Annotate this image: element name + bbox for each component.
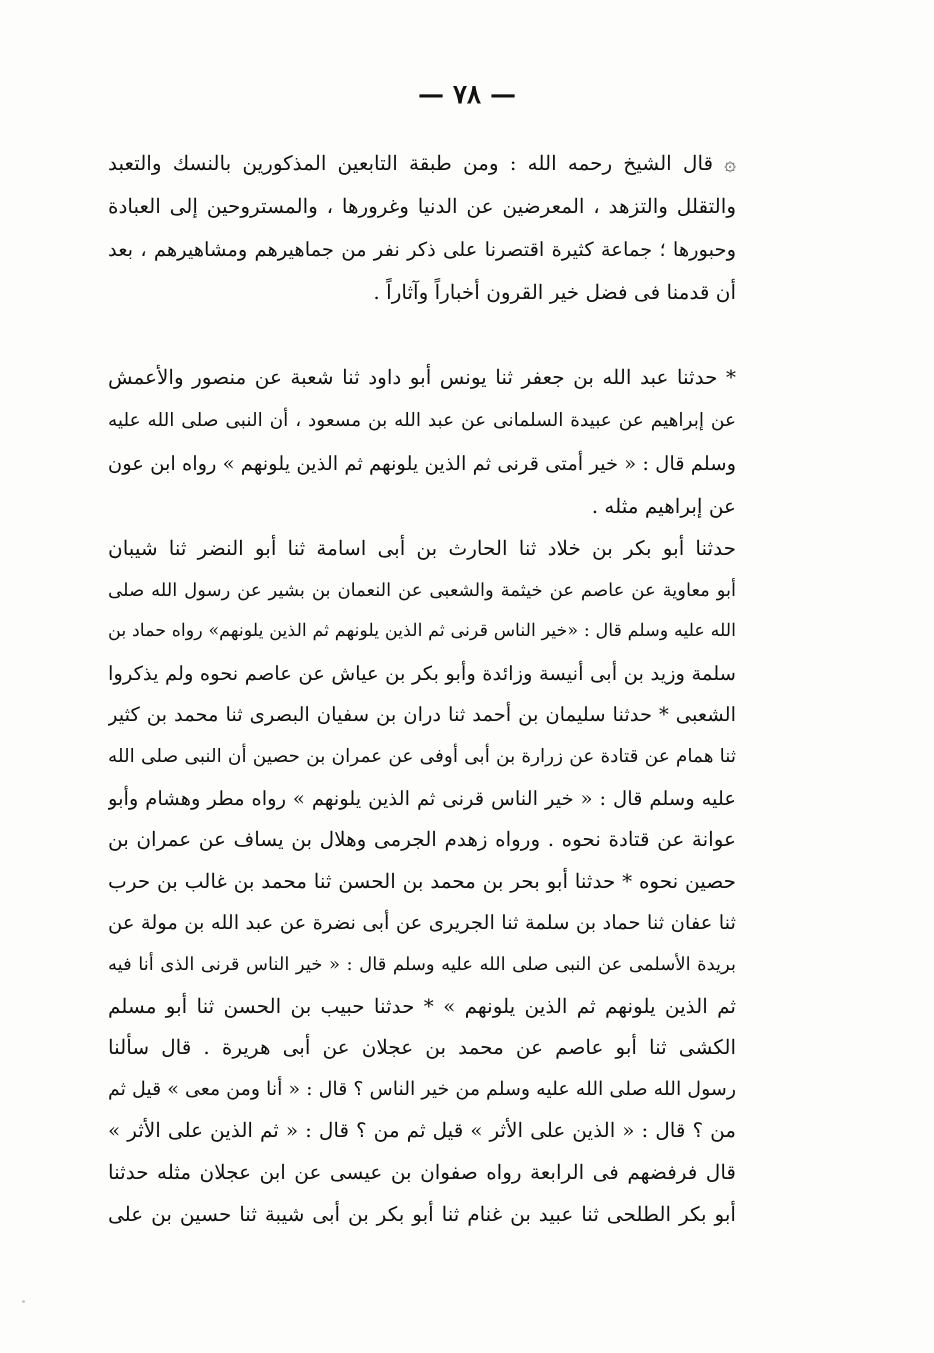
text-line: عوانة عن قتادة نحوه . ورواه زهدم الجرمى وهلال بن يساف عن عمران بن bbox=[108, 827, 736, 852]
scan-speck bbox=[22, 1300, 25, 1303]
text-line: أبو معاوية عن عاصم عن خيثمة والشعبى عن النعمان بن بشير عن رسول الله صلى bbox=[108, 579, 736, 601]
hadith-paragraph bbox=[108, 356, 736, 528]
text-line: ۞ قال الشيخ رحمه الله : ومن طبقة التابعين المذكورين بالنسك والتعبد bbox=[108, 151, 736, 175]
text-line: من ؟ قال : « الذين على الأثر » قيل ثم من ؟ قال : « ثم الذين على الأثر » bbox=[108, 1118, 736, 1143]
text-line: الله عليه وسلم قال : «خير الناس قرنى ثم الذين يلونهم ثم الذين يلونهم» رواه حماد بن bbox=[108, 621, 736, 642]
text-line: سلمة وزيد بن أبى أنيسة وزائدة وأبو بكر بن عياش عن عاصم نحوه ولم يذكروا bbox=[108, 661, 736, 685]
text-line: وسلم قال : « خير أمتى قرنى ثم الذين يلونهم ثم الذين يلونهم » رواه ابن عون bbox=[108, 452, 736, 475]
text-line: ثنا عفان ثنا حماد بن سلمة ثنا الجريرى عن أبى نضرة عن عبد الله بن مولة عن bbox=[108, 911, 736, 935]
text-line: عليه وسلم قال : « خير الناس قرنى ثم الذين يلونهم » رواه مطر وهشام وأبو bbox=[108, 786, 736, 810]
text-line: عن إبراهيم عن عبيدة السلمانى عن عبد الله بن مسعود ، أن النبى صلى الله عليه bbox=[108, 410, 736, 431]
text-line: حصين نحوه * حدثنا أبو بحر بن محمد بن الحسن ثنا محمد بن غالب بن حرب bbox=[108, 868, 736, 893]
text-line: حدثنا أبو بكر بن خلاد ثنا الحارث بن أبى اسامة ثنا أبو النضر ثنا شيبان bbox=[108, 536, 736, 560]
text-line: والتقلل والتزهد ، المعرضين عن الدنيا وغرورها ، والمستروحين إلى العبادة bbox=[108, 194, 736, 218]
text-line: بريدة الأسلمى عن النبى صلى الله عليه وسلم قال : « خير الناس قرنى الذى أنا فيه bbox=[108, 953, 736, 975]
text-line: أن قدمنا فى فضل خير القرون أخباراً وآثاراً . bbox=[373, 280, 736, 304]
text-line: ثم الذين يلونهم ثم الذين يلونهم » * حدثنا حبيب بن الحسن ثنا أبو مسلم bbox=[108, 993, 736, 1018]
text-line: رسول الله صلى الله عليه وسلم من خير الناس ؟ قال : « أنا ومن معى » قيل ثم bbox=[108, 1077, 736, 1100]
text-line: * حدثنا عبد الله بن جعفر ثنا يونس أبو داود ثنا شعبة عن منصور والأعمش bbox=[108, 365, 736, 389]
text-line: عن إبراهيم مثله . bbox=[591, 494, 736, 518]
intro-paragraph bbox=[108, 142, 736, 314]
text-line: ثنا همام عن قتادة عن زرارة بن أبى أوفى عن عمران بن حصين أن النبى صلى الله bbox=[108, 745, 736, 767]
text-line: الكشى ثنا أبو عاصم عن محمد بن عجلان عن أبى هريرة . قال سألنا bbox=[108, 1035, 736, 1060]
text-line: أبو بكر الطلحى ثنا عبيد بن غنام ثنا أبو بكر بن أبى شيبة ثنا حسين بن على bbox=[108, 1201, 736, 1226]
isnad-paragraph bbox=[108, 528, 736, 1235]
page-number: — ٧٨ — bbox=[417, 80, 517, 110]
text-line: وحبورها ؛ جماعة كثيرة اقتصرنا على ذكر نفر من جماهيرهم ومشاهيرهم ، بعد bbox=[108, 238, 736, 261]
text-line: قال فرفضهم فى الرابعة رواه صفوان بن عيسى عن ابن عجلان مثله حدثنا bbox=[108, 1159, 736, 1184]
text-line: الشعبى * حدثنا سليمان بن أحمد ثنا دران بن سفيان البصرى ثنا محمد بن كثير bbox=[108, 703, 736, 727]
